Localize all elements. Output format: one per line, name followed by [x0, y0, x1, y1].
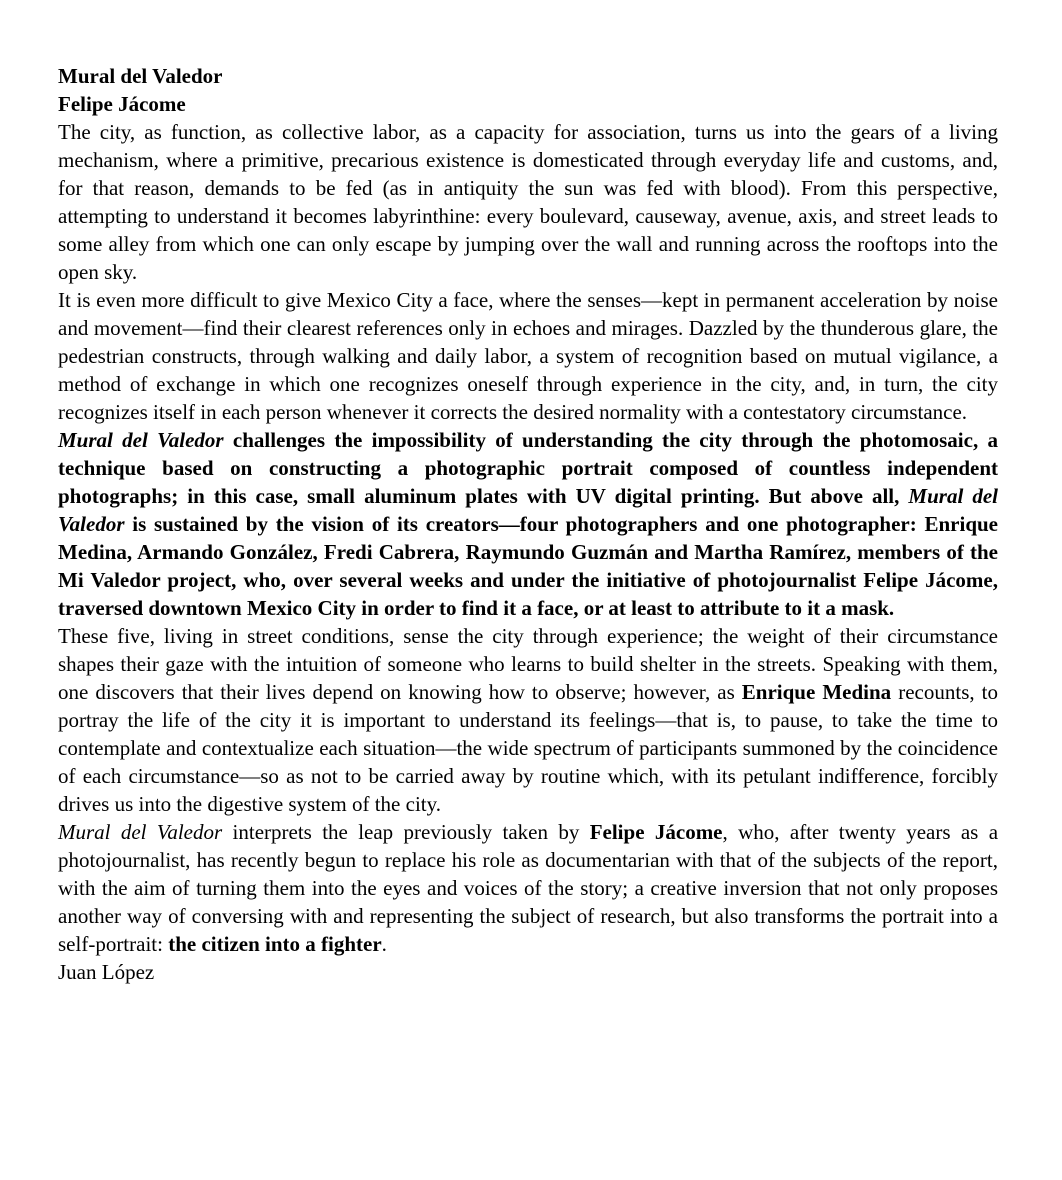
paragraph-4-text-2: recounts, to portray the life of the city it is important to understand its feelings—that is, to pause, to take the time to contemplate and contextualize each situation—the wide spectrum of participants summoned by the coincidence of each circumstance—so as not to be carried away by routine which, with its petulant indifference, forcibly drives us into the digestive system of the city. [58, 680, 998, 816]
paragraph-4 [58, 622, 998, 818]
paragraph-4-name: Enrique Medina [741, 680, 892, 704]
paragraph-4-text-1: These five, living in street conditions, sense the city through experience; the weight of their circumstance shapes their gaze with the intuition of someone who learns to build shelter in the streets. Speaking with them, one discovers that their lives depend on knowing how to observe; however, as [58, 624, 998, 704]
paragraph-1 [58, 118, 998, 286]
paragraph-3-title-ref-2: Mural del Valedor [58, 484, 998, 536]
signature: Juan López [58, 960, 155, 984]
paragraph-2-text: It is even more difficult to give Mexico City a face, where the senses—kept in permanent acceleration by noise and movement—find their clearest references only in echoes and mirages. Dazzled by the thunderous glare, the pedestrian constructs, through walking and daily labor, a system of recognition based on mutual vigilance, a method of exchange in which one recognizes oneself through experience in the city, and, in turn, the city recognizes itself in each person whenever it corrects the desired normality with a contestatory circumstance. [58, 288, 998, 424]
paragraph-5-emphasis: the citizen into a fighter [168, 932, 382, 956]
paragraph-3-text-1: challenges the impossibility of understanding the city through the photomosaic, a technique based on constructing a photographic portrait composed of countless independent photographs; in this case, small aluminum plates with UV digital printing. But above all, [58, 428, 998, 508]
paragraph-5-text-2: , who, after twenty years as a photojournalist, has recently begun to replace his role as documentarian with that of the subjects of the report, with the aim of turning them into the eyes and voices of the story; a creative inversion that not only proposes another way of conversing with and representing the subject of research, but also transforms the portrait into a self-portrait: [58, 820, 999, 956]
paragraph-3-title-ref-1: Mural del Valedor [58, 428, 224, 452]
paragraph-5-name: Felipe Jácome [589, 820, 723, 844]
paragraph-5-text-1: interprets the leap previously taken by [222, 820, 590, 844]
document-author: Felipe Jácome [58, 92, 186, 116]
paragraph-5-title-ref: Mural del Valedor [58, 820, 223, 844]
paragraph-5-text-3: . [381, 932, 387, 956]
paragraph-3-text-2: is sustained by the vision of its creators—four photographers and one photographer: Enrique Medina, Armando González, Fredi Cabrera, Raymundo Guzmán and Martha Ramírez, members of the Mi Valedor project, who, over several weeks and under the initiative of photojournalist Felipe Jácome, traversed downtown Mexico City in order to find it a face, or at least to attribute to it a mask. [58, 512, 998, 620]
paragraph-5 [58, 818, 998, 958]
paragraph-2 [58, 286, 998, 426]
paragraph-3 [58, 426, 998, 622]
document-title: Mural del Valedor [58, 64, 223, 88]
paragraph-1-text: The city, as function, as collective labor, as a capacity for association, turns us into the gears of a living mechanism, where a primitive, precarious existence is domesticated through everyday life and customs, and, for that reason, demands to be fed (as in antiquity the sun was fed with blood). From this perspective, attempting to understand it becomes labyrinthine: every boulevard, causeway, avenue, axis, and street leads to some alley from which one can only escape by jumping over the wall and running across the rooftops into the open sky. [58, 120, 998, 284]
document [58, 62, 998, 986]
